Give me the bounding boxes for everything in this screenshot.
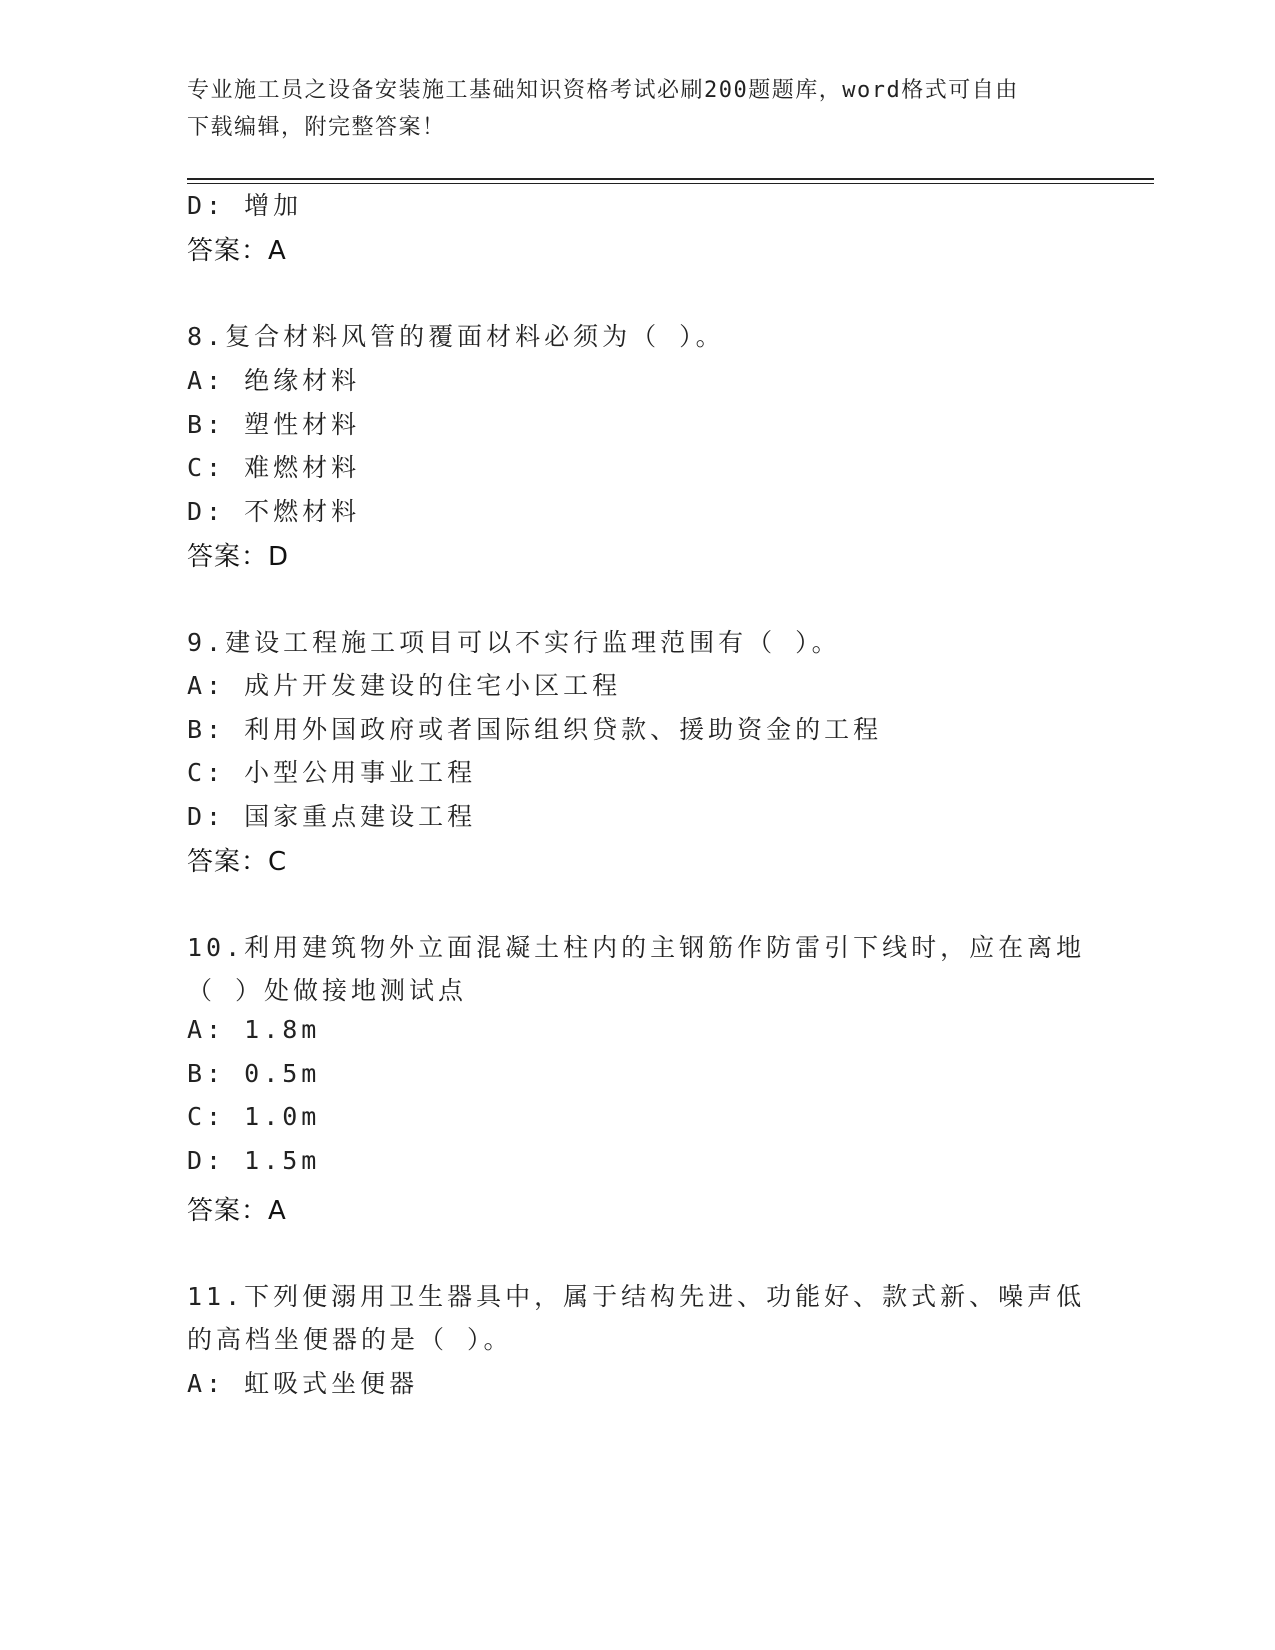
header-divider-thin (187, 183, 1154, 184)
question-9-answer: 答案：C (187, 847, 288, 877)
question-8-option-c: C: 难燃材料 (187, 453, 361, 482)
header-divider-thick (187, 178, 1154, 180)
question-10-option-b: B: 0.5m (187, 1059, 321, 1088)
question-8-stem: 8.复合材料风管的覆面材料必须为（ ）。 (187, 322, 725, 351)
question-10-option-c: C: 1.0m (187, 1102, 321, 1131)
question-9-option-c: C: 小型公用事业工程 (187, 758, 477, 787)
question-10-option-a: A: 1.8m (187, 1015, 321, 1044)
question-10-stem-line-2: （ ）处做接地测试点 (187, 976, 468, 1005)
header-line-2: 下载编辑，附完整答案！ (187, 115, 446, 140)
question-11-stem-line-2: 的高档坐便器的是（ ）。 (187, 1325, 513, 1354)
question-10-stem-line-1: 10.利用建筑物外立面混凝土柱内的主钢筋作防雷引下线时，应在离地 (187, 933, 1086, 962)
question-8-option-a: A: 绝缘材料 (187, 366, 361, 395)
question-11-stem-line-1: 11.下列便溺用卫生器具中，属于结构先进、功能好、款式新、噪声低 (187, 1282, 1086, 1311)
question-10-answer: 答案：A (187, 1196, 287, 1226)
question-9-stem: 9.建设工程施工项目可以不实行监理范围有（ ）。 (187, 628, 841, 657)
page-header (187, 72, 1067, 146)
question-9-option-b: B: 利用外国政府或者国际组织贷款、援助资金的工程 (187, 715, 883, 744)
header-line-1: 专业施工员之设备安装施工基础知识资格考试必刷200题题库，word格式可自由 (187, 78, 1019, 103)
question-8-answer: 答案：D (187, 542, 290, 572)
question-8-option-d: D: 不燃材料 (187, 497, 361, 526)
prev-option-d: D: 增加 (187, 191, 303, 220)
question-9-option-d: D: 国家重点建设工程 (187, 802, 477, 831)
prev-answer: 答案：A (187, 236, 287, 266)
question-9-option-a: A: 成片开发建设的住宅小区工程 (187, 671, 622, 700)
question-8-option-b: B: 塑性材料 (187, 410, 361, 439)
question-10-option-d: D: 1.5m (187, 1146, 321, 1175)
question-11-option-a: A: 虹吸式坐便器 (187, 1369, 419, 1398)
